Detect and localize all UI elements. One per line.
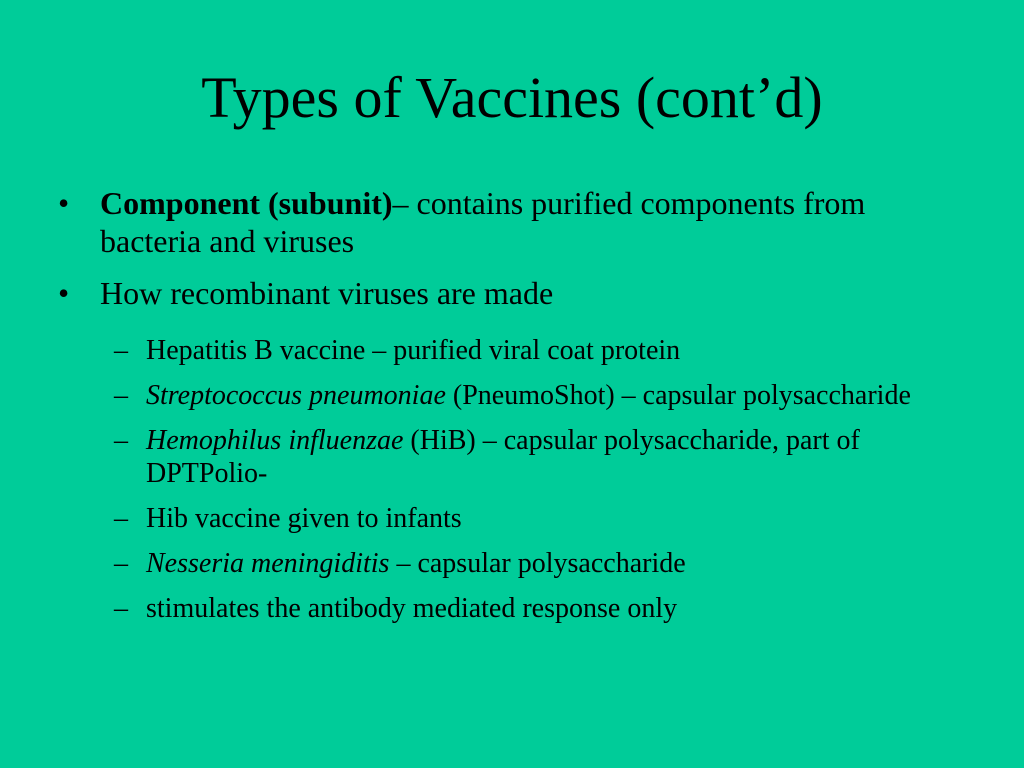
sub-bullet-italic-text: Nesseria meningiditis xyxy=(146,548,390,579)
dash-marker: – xyxy=(114,380,128,411)
dash-marker: – xyxy=(114,425,128,456)
bullet-bold-text: Component (subunit) xyxy=(100,185,393,221)
sub-bullet-text: – capsular polysaccharide xyxy=(389,548,686,579)
bullet-text: How recombinant viruses are made xyxy=(100,275,554,311)
sub-bullet-item xyxy=(0,379,1024,412)
sub-bullet-item xyxy=(0,334,1024,367)
sub-bullet-text: Hepatitis B vaccine – purified viral coat protein xyxy=(146,335,681,366)
dash-marker: – xyxy=(114,335,128,366)
sub-bullet-item xyxy=(0,424,1024,490)
sub-bullet-item xyxy=(0,547,1024,580)
sub-bullet-list xyxy=(0,334,1024,637)
sub-bullet-italic-text: Streptococcus pneumoniae xyxy=(146,380,446,411)
bullet-item-recombinant xyxy=(0,274,1024,312)
bullet-marker: • xyxy=(58,185,70,221)
sub-bullet-italic-text: Hemophilus influenzae xyxy=(146,425,404,456)
slide-title: Types of Vaccines (cont’d) xyxy=(201,65,823,130)
sub-bullet-item xyxy=(0,592,1024,625)
sub-bullet-text: (PneumoShot) – capsular polysaccharide xyxy=(445,380,911,411)
dash-marker: – xyxy=(114,593,128,624)
bullet-marker: • xyxy=(58,275,70,311)
sub-bullet-text: (HiB) – capsular polysaccharide, part of DPTPolio- xyxy=(146,425,860,489)
bullet-list xyxy=(0,184,1024,326)
sub-bullet-text: Hib vaccine given to infants xyxy=(146,503,462,534)
bullet-text: – contains purified components from bacteria and viruses xyxy=(100,185,866,259)
sub-bullet-item xyxy=(0,502,1024,535)
dash-marker: – xyxy=(114,503,128,534)
dash-marker: – xyxy=(114,548,128,579)
sub-bullet-text: stimulates the antibody mediated response only xyxy=(146,593,678,624)
bullet-item-component xyxy=(0,184,1024,260)
